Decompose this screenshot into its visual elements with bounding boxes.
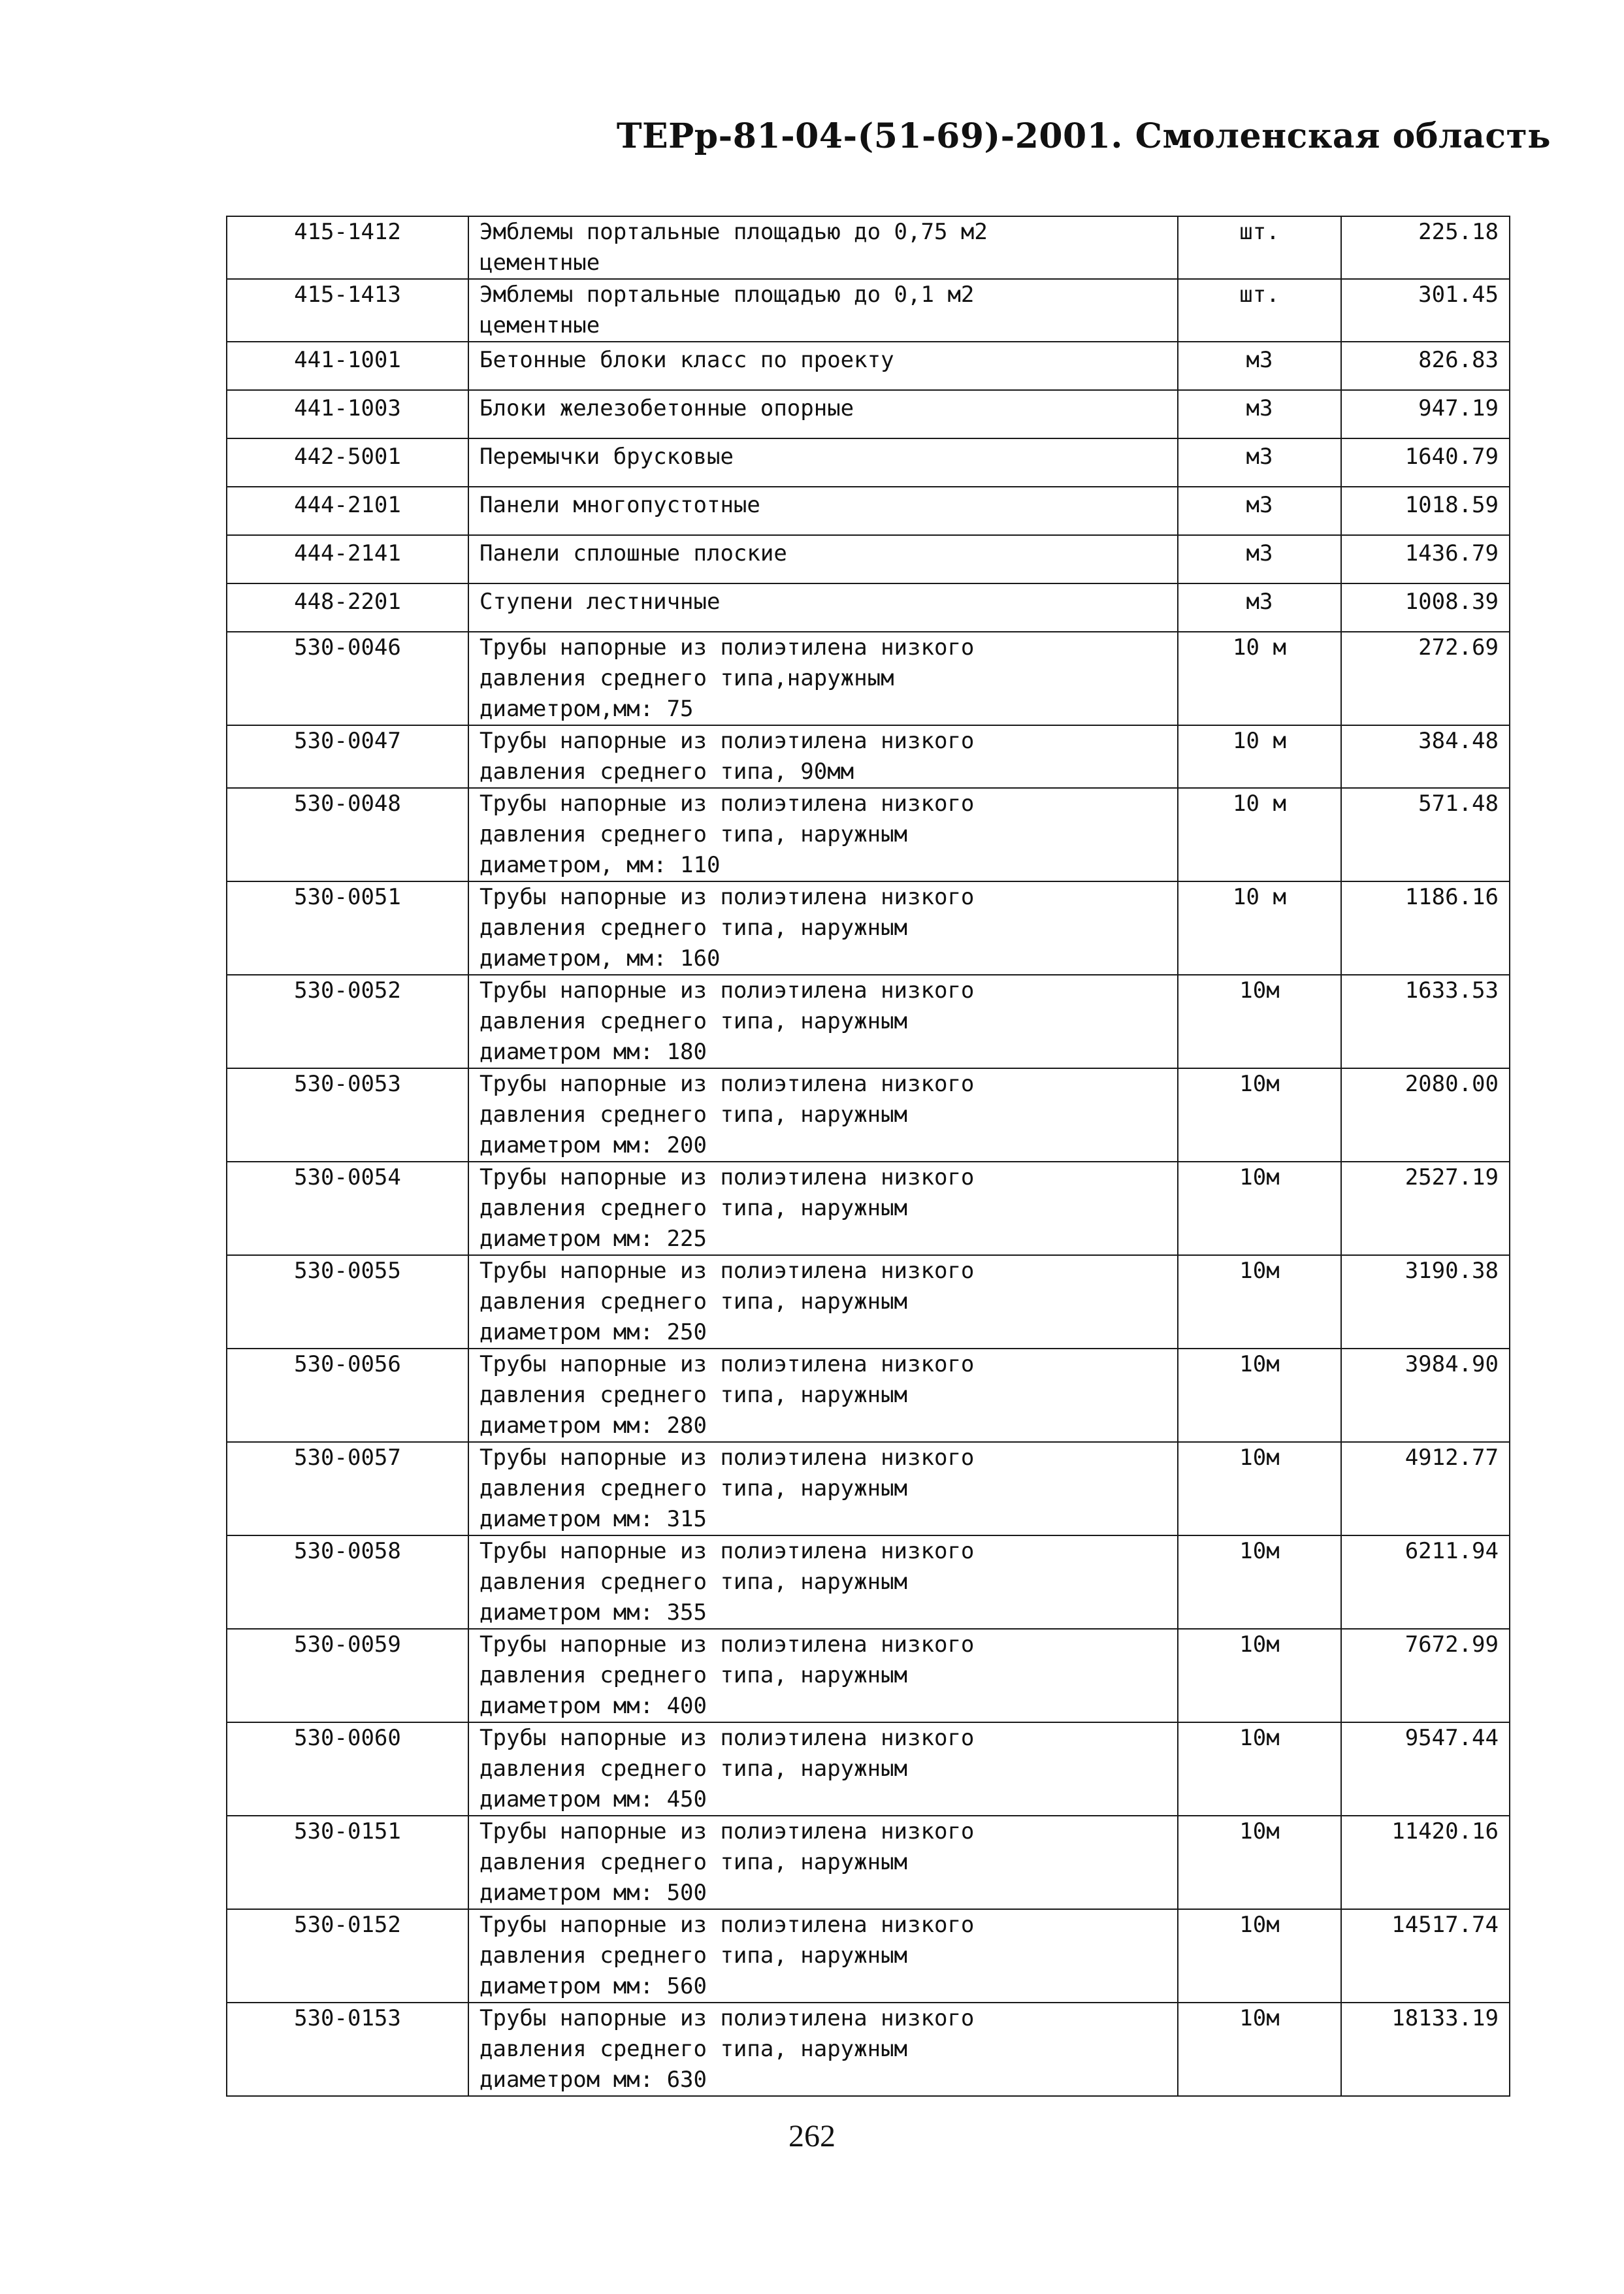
price-cell: 571.48 xyxy=(1341,788,1510,881)
item-name-cell: Блоки железобетонные опорные xyxy=(468,390,1178,438)
item-code-cell: 530-0046 xyxy=(227,632,468,725)
price-cell: 272.69 xyxy=(1341,632,1510,725)
price-cell: 3984.90 xyxy=(1341,1349,1510,1442)
table-row xyxy=(227,725,1510,788)
item-name-cell: Трубы напорные из полиэтилена низкого давления среднего типа, наружным диаметром мм: 250 xyxy=(468,1255,1178,1349)
item-name-cell: Трубы напорные из полиэтилена низкого давления среднего типа, 90мм xyxy=(468,725,1178,788)
item-name-cell: Панели сплошные плоские xyxy=(468,535,1178,583)
item-name-cell: Трубы напорные из полиэтилена низкого давления среднего типа, наружным диаметром мм: 280 xyxy=(468,1349,1178,1442)
item-code-cell: 530-0054 xyxy=(227,1162,468,1255)
price-cell: 6211.94 xyxy=(1341,1535,1510,1629)
price-cell: 1633.53 xyxy=(1341,975,1510,1068)
table-row xyxy=(227,1162,1510,1255)
item-code-cell: 530-0152 xyxy=(227,1909,468,2003)
page-number: 262 xyxy=(788,2119,836,2154)
item-name-cell: Трубы напорные из полиэтилена низкого давления среднего типа, наружным диаметром мм: 630 xyxy=(468,2003,1178,2096)
price-cell: 4912.77 xyxy=(1341,1442,1510,1535)
unit-cell: 10м xyxy=(1178,1909,1341,2003)
price-cell: 225.18 xyxy=(1341,216,1510,279)
unit-cell: 10 м xyxy=(1178,632,1341,725)
table-row xyxy=(227,1722,1510,1816)
price-cell: 1436.79 xyxy=(1341,535,1510,583)
unit-cell: 10 м xyxy=(1178,788,1341,881)
table-row xyxy=(227,1349,1510,1442)
unit-cell: м3 xyxy=(1178,535,1341,583)
table-row xyxy=(227,1816,1510,1909)
table-row xyxy=(227,1442,1510,1535)
price-cell: 1186.16 xyxy=(1341,881,1510,975)
price-cell: 11420.16 xyxy=(1341,1816,1510,1909)
item-code-cell: 530-0048 xyxy=(227,788,468,881)
price-cell: 1008.39 xyxy=(1341,583,1510,632)
item-code-cell: 444-2101 xyxy=(227,487,468,535)
table-row xyxy=(227,487,1510,535)
table-row xyxy=(227,216,1510,279)
unit-cell: 10м xyxy=(1178,1068,1341,1162)
price-cell: 384.48 xyxy=(1341,725,1510,788)
item-name-cell: Трубы напорные из полиэтилена низкого давления среднего типа, наружным диаметром мм: 500 xyxy=(468,1816,1178,1909)
item-code-cell: 415-1412 xyxy=(227,216,468,279)
unit-cell: м3 xyxy=(1178,487,1341,535)
item-name-cell: Ступени лестничные xyxy=(468,583,1178,632)
unit-cell: 10м xyxy=(1178,1535,1341,1629)
item-name-cell: Трубы напорные из полиэтилена низкого давления среднего типа, наружным диаметром мм: 315 xyxy=(468,1442,1178,1535)
price-cell: 3190.38 xyxy=(1341,1255,1510,1349)
unit-cell: 10м xyxy=(1178,1349,1341,1442)
item-name-cell: Трубы напорные из полиэтилена низкого давления среднего типа, наружным диаметром мм: 180 xyxy=(468,975,1178,1068)
price-cell: 2080.00 xyxy=(1341,1068,1510,1162)
unit-cell: м3 xyxy=(1178,583,1341,632)
unit-cell: м3 xyxy=(1178,342,1341,390)
item-code-cell: 530-0058 xyxy=(227,1535,468,1629)
item-code-cell: 530-0056 xyxy=(227,1349,468,1442)
item-name-cell: Трубы напорные из полиэтилена низкого давления среднего типа, наружным диаметром, мм: 160 xyxy=(468,881,1178,975)
price-cell: 7672.99 xyxy=(1341,1629,1510,1722)
item-name-cell: Панели многопустотные xyxy=(468,487,1178,535)
table-row xyxy=(227,390,1510,438)
item-code-cell: 530-0053 xyxy=(227,1068,468,1162)
unit-cell: м3 xyxy=(1178,438,1341,487)
price-cell: 14517.74 xyxy=(1341,1909,1510,2003)
item-name-cell: Трубы напорные из полиэтилена низкого давления среднего типа, наружным диаметром мм: 200 xyxy=(468,1068,1178,1162)
unit-cell: 10м xyxy=(1178,1629,1341,1722)
unit-cell: 10м xyxy=(1178,1816,1341,1909)
table-row xyxy=(227,1909,1510,2003)
item-code-cell: 444-2141 xyxy=(227,535,468,583)
table-row xyxy=(227,438,1510,487)
item-name-cell: Трубы напорные из полиэтилена низкого давления среднего типа, наружным диаметром мм: 450 xyxy=(468,1722,1178,1816)
item-code-cell: 530-0052 xyxy=(227,975,468,1068)
item-name-cell: Эмблемы портальные площадью до 0,1 м2 цементные xyxy=(468,279,1178,342)
item-code-cell: 530-0051 xyxy=(227,881,468,975)
item-code-cell: 530-0057 xyxy=(227,1442,468,1535)
unit-cell: 10 м xyxy=(1178,725,1341,788)
unit-cell: 10м xyxy=(1178,1442,1341,1535)
unit-cell: 10м xyxy=(1178,1162,1341,1255)
unit-cell: м3 xyxy=(1178,390,1341,438)
price-cell: 301.45 xyxy=(1341,279,1510,342)
item-name-cell: Трубы напорные из полиэтилена низкого давления среднего типа, наружным диаметром мм: 225 xyxy=(468,1162,1178,1255)
item-code-cell: 530-0055 xyxy=(227,1255,468,1349)
item-name-cell: Трубы напорные из полиэтилена низкого давления среднего типа, наружным диаметром мм: 355 xyxy=(468,1535,1178,1629)
price-table-body xyxy=(227,216,1510,2096)
table-row xyxy=(227,975,1510,1068)
table-row xyxy=(227,535,1510,583)
item-code-cell: 441-1003 xyxy=(227,390,468,438)
unit-cell: шт. xyxy=(1178,279,1341,342)
page-header-title: ТЕРр-81-04-(51-69)-2001. Смоленская область xyxy=(616,116,1551,156)
item-name-cell: Бетонные блоки класс по проекту xyxy=(468,342,1178,390)
item-name-cell: Трубы напорные из полиэтилена низкого давления среднего типа,наружным диаметром,мм: 75 xyxy=(468,632,1178,725)
item-code-cell: 530-0151 xyxy=(227,1816,468,1909)
unit-cell: 10м xyxy=(1178,975,1341,1068)
table-row xyxy=(227,1535,1510,1629)
price-cell: 1640.79 xyxy=(1341,438,1510,487)
item-code-cell: 530-0153 xyxy=(227,2003,468,2096)
table-row xyxy=(227,2003,1510,2096)
price-cell: 2527.19 xyxy=(1341,1162,1510,1255)
table-row xyxy=(227,583,1510,632)
item-code-cell: 415-1413 xyxy=(227,279,468,342)
item-code-cell: 441-1001 xyxy=(227,342,468,390)
item-name-cell: Трубы напорные из полиэтилена низкого давления среднего типа, наружным диаметром мм: 560 xyxy=(468,1909,1178,2003)
price-cell: 947.19 xyxy=(1341,390,1510,438)
table-row xyxy=(227,279,1510,342)
price-cell: 18133.19 xyxy=(1341,2003,1510,2096)
item-code-cell: 530-0059 xyxy=(227,1629,468,1722)
item-code-cell: 530-0047 xyxy=(227,725,468,788)
table-row xyxy=(227,1629,1510,1722)
item-name-cell: Трубы напорные из полиэтилена низкого давления среднего типа, наружным диаметром мм: 400 xyxy=(468,1629,1178,1722)
price-cell: 9547.44 xyxy=(1341,1722,1510,1816)
price-cell: 826.83 xyxy=(1341,342,1510,390)
unit-cell: 10м xyxy=(1178,1722,1341,1816)
table-row xyxy=(227,881,1510,975)
item-name-cell: Эмблемы портальные площадью до 0,75 м2 цементные xyxy=(468,216,1178,279)
table-row xyxy=(227,788,1510,881)
price-cell: 1018.59 xyxy=(1341,487,1510,535)
table-row xyxy=(227,1068,1510,1162)
unit-cell: 10м xyxy=(1178,2003,1341,2096)
price-table xyxy=(226,216,1510,2097)
item-code-cell: 442-5001 xyxy=(227,438,468,487)
table-row xyxy=(227,1255,1510,1349)
item-name-cell: Трубы напорные из полиэтилена низкого давления среднего типа, наружным диаметром, мм: 110 xyxy=(468,788,1178,881)
unit-cell: 10м xyxy=(1178,1255,1341,1349)
item-code-cell: 448-2201 xyxy=(227,583,468,632)
table-row xyxy=(227,342,1510,390)
item-name-cell: Перемычки брусковые xyxy=(468,438,1178,487)
table-row xyxy=(227,632,1510,725)
unit-cell: 10 м xyxy=(1178,881,1341,975)
item-code-cell: 530-0060 xyxy=(227,1722,468,1816)
unit-cell: шт. xyxy=(1178,216,1341,279)
